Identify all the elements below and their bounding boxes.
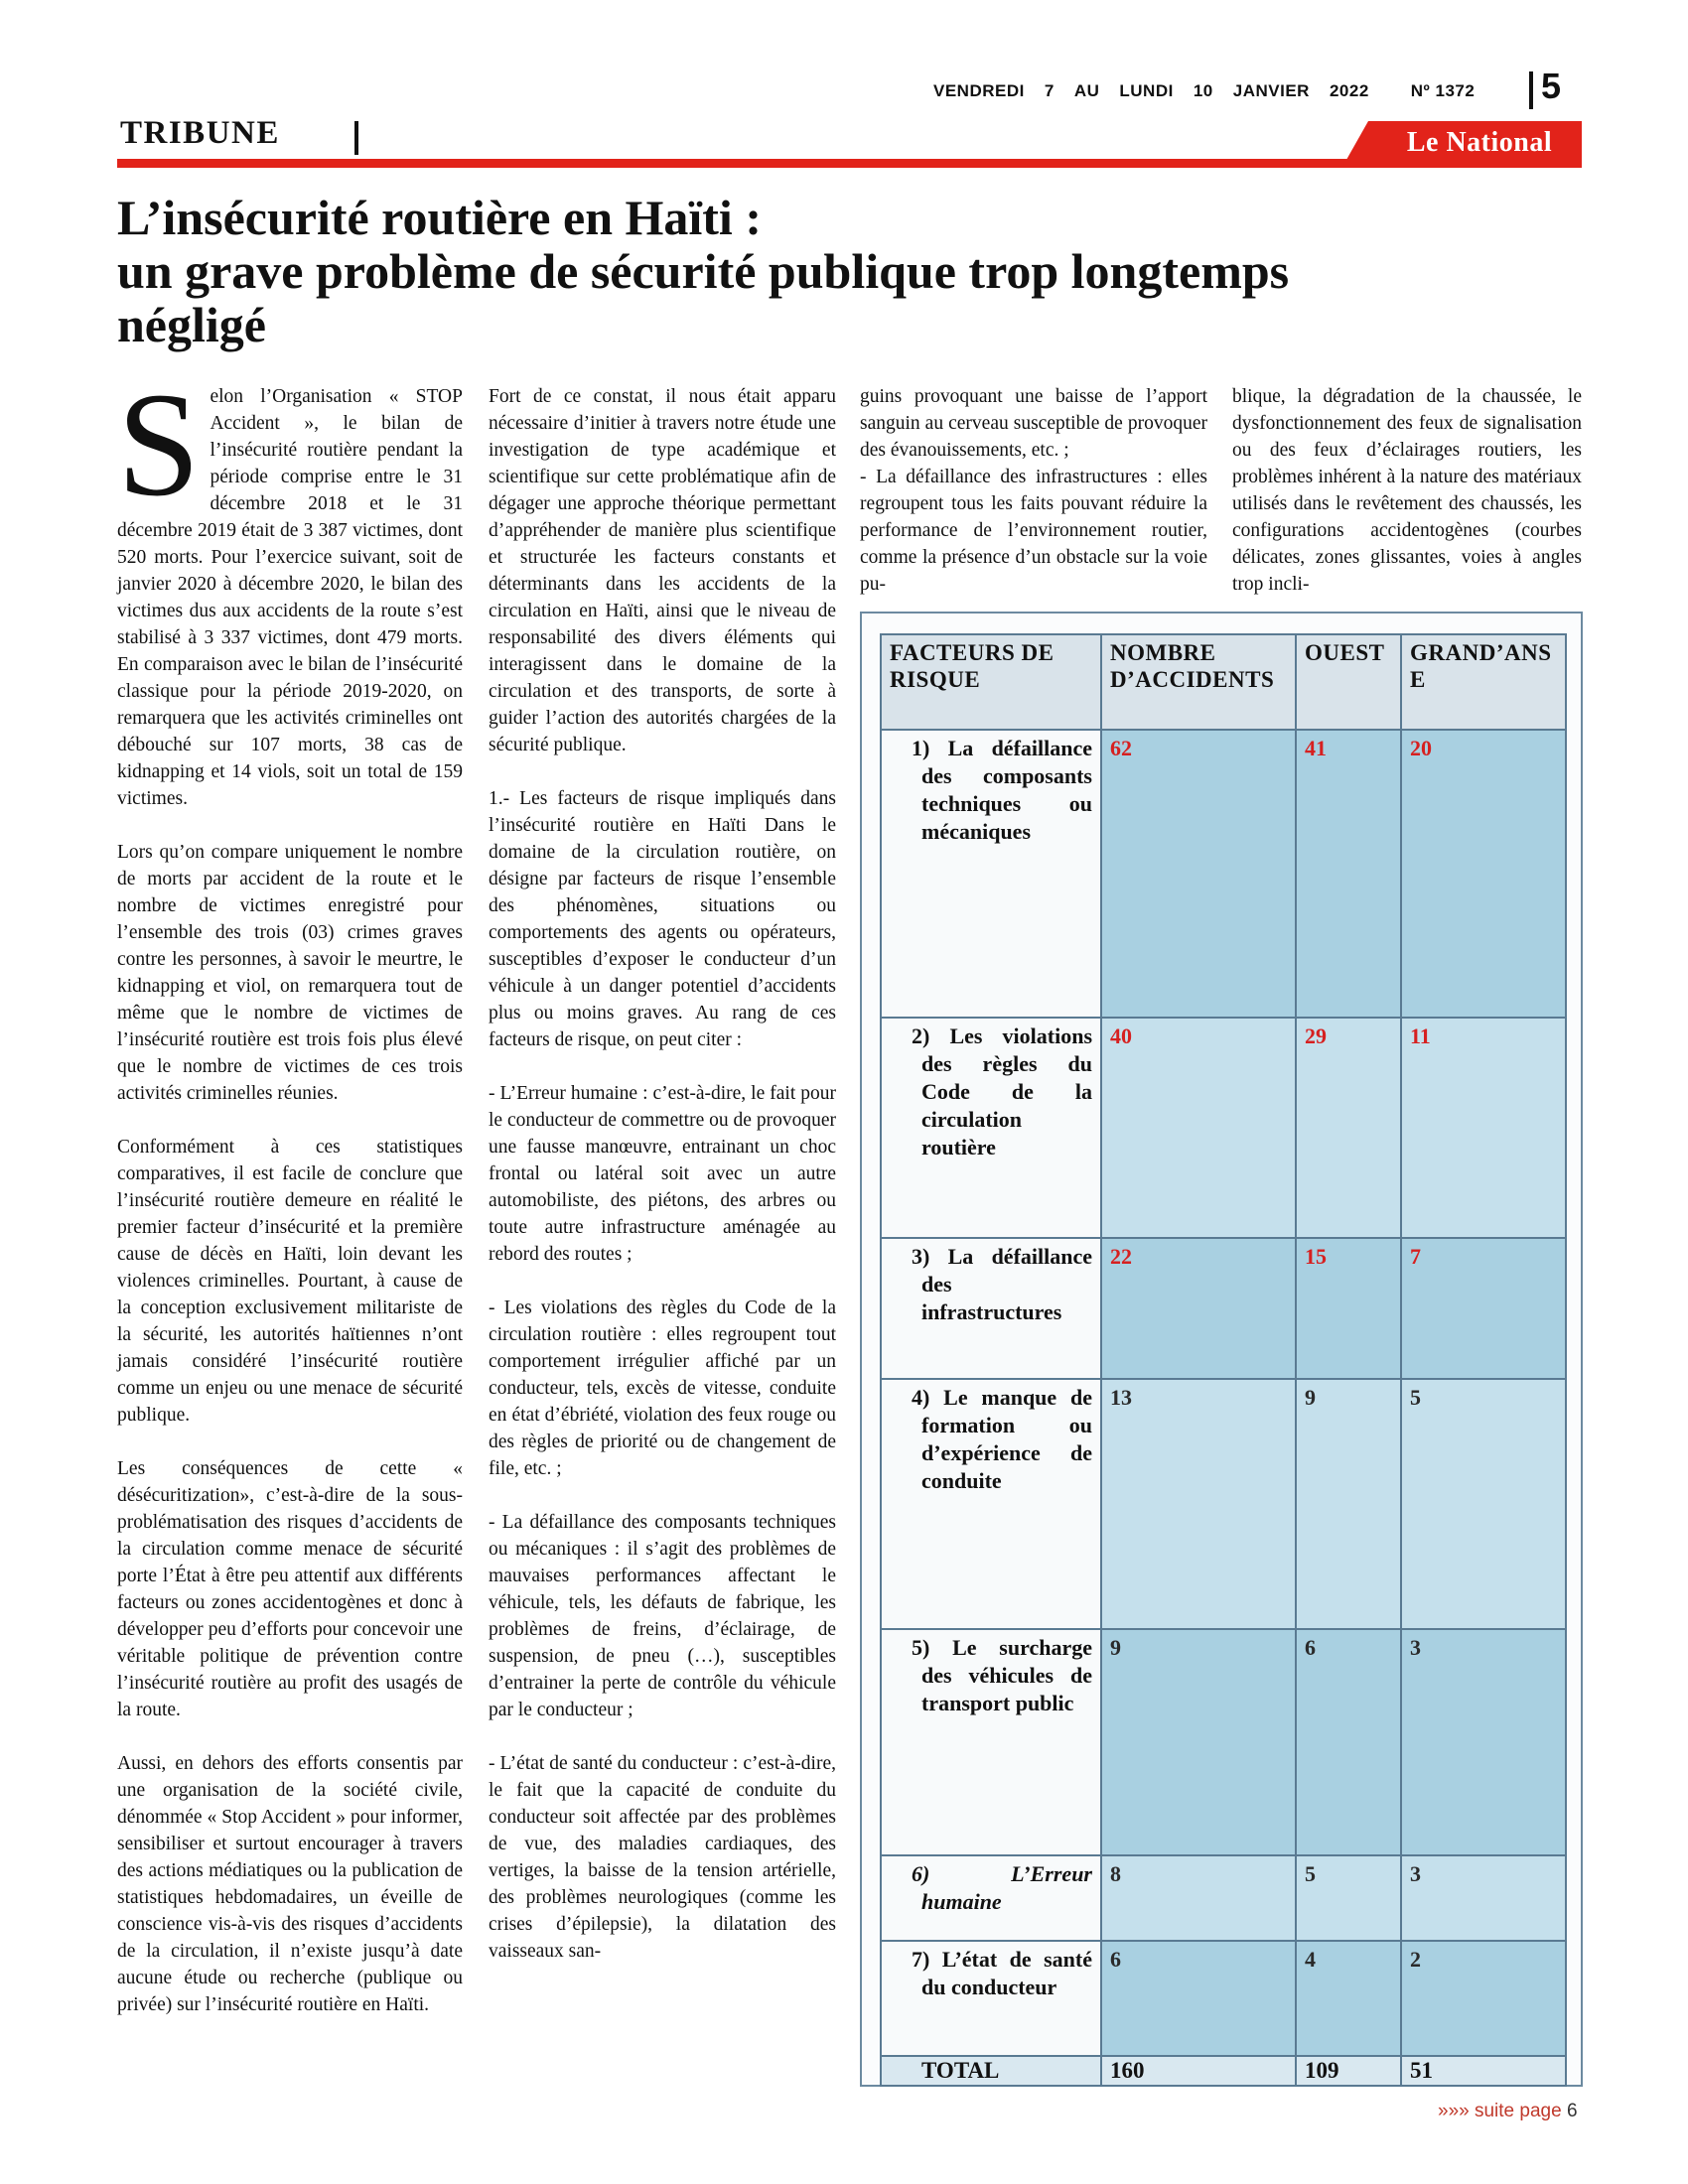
paragraph: guins provoquant une baisse de l’apport sanguin au cerveau susceptible de provoquer des évanouissements, etc. ;: [860, 386, 1207, 461]
paragraph: Lors qu’on compare uniquement le nombre de morts par accident de la route et le nombre de victimes enregistré pour l’ensemble des trois (03) crimes graves contre les personnes, à savoir le meurtre, le kidnapping et viol, on remarquera tout de même que le nombre de victimes de l’insécurité routière est trois fois plus élevé que le nombre de victimes de ces trois activités criminelles réunies.: [117, 842, 463, 1104]
article-column-2: [489, 383, 836, 1991]
section-label: TRIBUNE: [120, 115, 280, 151]
continued-page-number: 6: [1566, 2101, 1578, 2121]
publication-name: Le National: [1406, 127, 1553, 158]
paragraph: Fort de ce constat, il nous était apparu nécessaire d’initier à travers notre étude une investigation de type académique et scientifique sur cette problématique afin de dégager une approche théorique permettant d’appréhender de manière plus scientifique et structurée les facteurs constants et déterminants dans les accidents de la circulation en Haïti, ainsi que le niveau de responsabilité des divers éléments qui interagissent dans le domaine de la circulation et des transports, de sorte à guider l’action des autorités chargées de la sécurité publique.: [489, 386, 836, 755]
ouest-cell: 9: [1296, 1379, 1401, 1629]
drop-cap: S: [117, 362, 201, 527]
accident-count-cell: 40: [1101, 1018, 1296, 1238]
ouest-cell: 6: [1296, 1629, 1401, 1855]
paragraph: Selon l’Organisation « STOP Accident », le bilan de l’insécurité routière pendant la période comprise entre le 31 décembre 2018 et le 31 décembre 2019 était de 3 387 victimes, dont 520 morts. Pour l’exercice suivant, soit de janvier 2020 à décembre 2020, le bilan des victimes dus aux accidents de la route s’est stabilisé à 3 337 victimes, dont 479 morts. En comparaison avec le bilan de l’insécurité classique pour la période 2019-2020, on remarquera que les activités criminelles ont débouché sur 107 morts, 38 cas de kidnapping et 14 viols, soit un total de 159 victimes.: [117, 362, 463, 809]
grand-anse-cell: 7: [1401, 1238, 1566, 1379]
grand-anse-cell: 2: [1401, 1941, 1566, 2056]
accident-count-cell: 62: [1101, 730, 1296, 1018]
paragraph: - L’état de santé du conducteur : c’est-à-dire, le fait que la capacité de conduite du conducteur soit affectée par des problèmes de vue, des maladies cardiaques, des vertiges, la baisse de la tension artérielle, des problèmes neurologiques (comme les crises d’épilepsie), la dilatation des vaisseaux san-: [489, 1753, 836, 1962]
article-column-1: [117, 362, 463, 2045]
header-risk-factors: FACTEURS DE RISQUE: [881, 634, 1101, 730]
grand-anse-cell: 20: [1401, 730, 1566, 1018]
grand-anse-cell: 3: [1401, 1855, 1566, 1941]
paragraph: - L’Erreur humaine : c’est-à-dire, le fait pour le conducteur de commettre ou de provoquer une fausse manœuvre, entrainant un choc frontal ou latéral soit avec un autre automobiliste, des piétons, des arbres ou toute autre infrastructure aménagée au rebord des routes ;: [489, 1083, 836, 1265]
date-line: [933, 81, 1509, 101]
risk-factor-label: 1) La défaillance des composants techniques ou mécaniques: [881, 730, 1101, 1018]
paragraph: - La défaillance des infrastructures : elles regroupent tous les faits pouvant réduire la performance de l’environnement routier, comme la présence d’un obstacle sur la voie pu-: [860, 467, 1207, 595]
accident-count-cell: 13: [1101, 1379, 1296, 1629]
headline-line-3: négligé: [117, 297, 266, 352]
continued-on-page[interactable]: [1438, 2101, 1578, 2122]
risk-factor-label: 7) L’état de santé du conducteur: [881, 1941, 1101, 2056]
page-number: 5: [1541, 66, 1562, 106]
article-column-4: [1232, 383, 1582, 624]
section-divider: [354, 121, 358, 155]
table-row: [881, 1629, 1566, 1855]
article-headline: [117, 191, 1587, 351]
table-row: [881, 1018, 1566, 1238]
paragraph: Les conséquences de cette « désécuritization», c’est-à-dire de la sous-problématisation des risques d’accidents de la circulation comme menace de sécurité porte l’État à être peu attentif aux différents facteurs ou zones accidentogènes et donc à développer peu d’efforts pour concevoir une véritable politique de prévention contre l’insécurité routière au profit des usagés de la route.: [117, 1458, 463, 1720]
risk-factor-label: 2) Les violations des règles du Code de la circulation routière: [881, 1018, 1101, 1238]
table-row: [881, 1855, 1566, 1941]
headline-line-1: L’insécurité routière en Haïti :: [117, 190, 762, 245]
risk-factors-table-figure: [860, 612, 1583, 2087]
total-ouest: 109: [1296, 2056, 1401, 2086]
grand-anse-cell: 11: [1401, 1018, 1566, 1238]
ouest-cell: 41: [1296, 730, 1401, 1018]
accident-count-cell: 6: [1101, 1941, 1296, 2056]
grand-anse-cell: 3: [1401, 1629, 1566, 1855]
risk-factors-table: [880, 633, 1567, 2087]
headline-line-2: un grave problème de sécurité publique trop longtemps: [117, 243, 1290, 299]
table-row: [881, 1379, 1566, 1629]
page-number-divider: [1529, 71, 1533, 109]
issue-number: Nº 1372: [1410, 81, 1476, 100]
paragraph: - La défaillance des composants techniques ou mécaniques : il s’agit des problèmes de mauvaises performances affectant le véhicule, tels, les défauts de fabrique, les problèmes de freins, d’éclairage, de suspension, de pneu (…), susceptibles d’entrainer la perte de contrôle du véhicule par le conducteur ;: [489, 1512, 836, 1720]
total-label: TOTAL: [881, 2056, 1101, 2086]
article-column-3: [860, 383, 1207, 624]
paragraph: - Les violations des règles du Code de la circulation routière : elles regroupent tout comportement irrégulier affiché par un conducteur, tels, excès de vitesse, conduite en état d’ébriété, violation des feux rouge ou des règles de priorité ou de changement de file, etc. ;: [489, 1297, 836, 1479]
table-total-row: [881, 2056, 1566, 2086]
paragraph: Aussi, en dehors des efforts consentis par une organisation de la société civile, dénommée « Stop Accident » pour informer, sensibiliser et surtout encourager à travers des actions médiatiques ou la publication de statistiques hebdomadaires, un éveille de conscience vis-à-vis des risques d’accidents de la circulation, il n’existe jusqu’à date aucune étude ou recherche (publique ou privée) sur l’insécurité routière en Haïti.: [117, 1753, 463, 2015]
table-row: [881, 1941, 1566, 2056]
risk-factor-label: 6) L’Erreur humaine: [881, 1855, 1101, 1941]
ouest-cell: 29: [1296, 1018, 1401, 1238]
table-header-row: [881, 634, 1566, 730]
risk-factor-label: 5) Le surcharge des véhicules de transport public: [881, 1629, 1101, 1855]
ouest-cell: 4: [1296, 1941, 1401, 2056]
grand-anse-cell: 5: [1401, 1379, 1566, 1629]
total-grand-anse: 51: [1401, 2056, 1566, 2086]
ouest-cell: 5: [1296, 1855, 1401, 1941]
issue-date: VENDREDI 7 AU LUNDI 10 JANVIER 2022: [933, 81, 1369, 100]
paragraph: blique, la dégradation de la chaussée, le dysfonctionnement des feux de signalisation ou des feux d’éclairages routiers, les problèmes inhérent à la nature des matériaux utilisés dans le revêtement des chaussés, les configurations accidentogènes (courbes délicates, zones glissantes, voies à angles trop incli-: [1232, 386, 1582, 595]
ouest-cell: 15: [1296, 1238, 1401, 1379]
table-row: [881, 730, 1566, 1018]
paragraph: Conformément à ces statistiques comparatives, il est facile de conclure que l’insécurité routière demeure en réalité le premier facteur d’insécurité et la première cause de décès en Haïti, loin devant les violences criminelles. Pourtant, à cause de la conception exclusivement militariste de la sécurité, les autorités haïtiennes n’ont jamais considéré l’insécurité routière comme un enjeu ou une menace de sécurité publique.: [117, 1137, 463, 1426]
risk-factor-label: 4) Le manque de formation ou d’expérience de conduite: [881, 1379, 1101, 1629]
header-ouest: OUEST: [1296, 634, 1401, 730]
table-row: [881, 1238, 1566, 1379]
accident-count-cell: 9: [1101, 1629, 1296, 1855]
header-grand-anse: GRAND’ANSE: [1401, 634, 1566, 730]
risk-factor-label: 3) La défaillance des infrastructures: [881, 1238, 1101, 1379]
paragraph: 1.- Les facteurs de risque impliqués dans l’insécurité routière en Haïti Dans le domaine de la circulation routière, on désigne par facteurs de risque l’ensemble des phénomènes, situations ou comportements des agents ou opérateurs, susceptibles d’exposer le conducteur d’un véhicule à un danger potentiel d’accidents plus ou moins graves. Au rang de ces facteurs de risque, on peut citer :: [489, 788, 836, 1050]
continued-label: »»» suite page: [1438, 2101, 1562, 2121]
accident-count-cell: 8: [1101, 1855, 1296, 1941]
header-accident-count: NOMBRE D’ACCIDENTS: [1101, 634, 1296, 730]
total-accidents: 160: [1101, 2056, 1296, 2086]
accident-count-cell: 22: [1101, 1238, 1296, 1379]
